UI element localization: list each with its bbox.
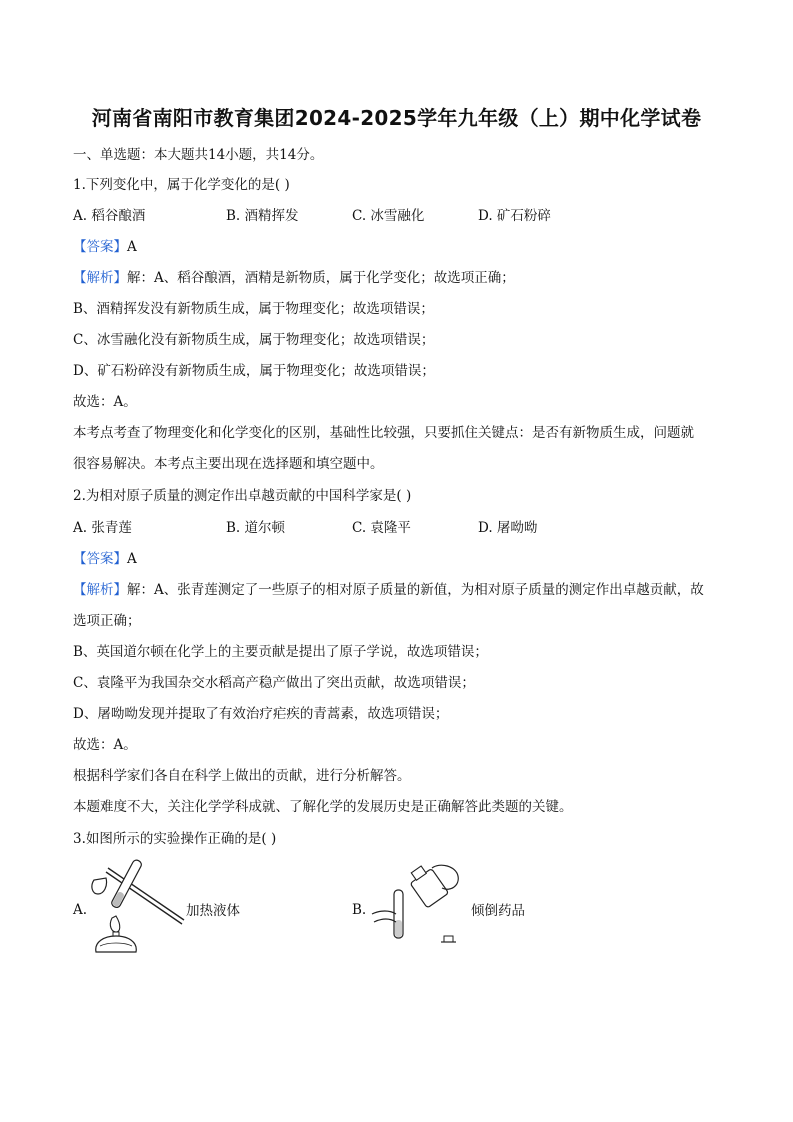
q2-analysis-line-2: 选项正确； bbox=[73, 613, 141, 629]
q1-analysis-line-1: 【解析】解：A、稻谷酿酒，酒精是新物质，属于化学变化；故选项正确； bbox=[73, 270, 515, 286]
q2-analysis-line-8: 本题难度不大，关注化学学科成就、了解化学的发展历史是正确解答此类题的关键。 bbox=[73, 799, 573, 815]
q1-stem: 1.下列变化中，属于化学变化的是( ) bbox=[73, 177, 290, 193]
heating-liquid-figure bbox=[86, 858, 186, 954]
page-title: 河南省南阳市教育集团2024-2025学年九年级（上）期中化学试卷 bbox=[91, 106, 702, 130]
q2-answer bbox=[73, 550, 137, 568]
q1-option-a: A. 稻谷酿酒 bbox=[73, 208, 146, 224]
q1-option-d: D. 矿石粉碎 bbox=[478, 208, 551, 224]
q3-option-a-caption: 加热液体 bbox=[186, 903, 240, 919]
q1-option-c: C. 冰雪融化 bbox=[352, 208, 425, 224]
q1-analysis-line-3: C、冰雪融化没有新物质生成，属于物理变化；故选项错误； bbox=[73, 332, 435, 348]
q2-option-c: C. 袁隆平 bbox=[352, 520, 411, 536]
q1-analysis-line-4: D、矿石粉碎没有新物质生成，属于物理变化；故选项错误； bbox=[73, 363, 435, 379]
q2-analysis-line-1: 【解析】解：A、张青莲测定了一些原子的相对原子质量的新值，为相对原子质量的测定作出卓越贡献，故 bbox=[73, 582, 704, 598]
answer-tag: 【答案】 bbox=[73, 551, 127, 567]
q3-option-b-letter: B. bbox=[352, 902, 367, 918]
q1-answer bbox=[73, 238, 137, 256]
analysis-tag: 【解析】 bbox=[73, 582, 127, 598]
q2-analysis-line-5: D、屠呦呦发现并提取了有效治疗疟疾的青蒿素，故选项错误； bbox=[73, 706, 449, 722]
q1-analysis-line-7: 很容易解决。本考点主要出现在选择题和填空题中。 bbox=[73, 456, 384, 472]
pouring-reagent-figure bbox=[366, 860, 466, 952]
q1-option-b: B. 酒精挥发 bbox=[226, 208, 299, 224]
q2-answer-value: A bbox=[127, 551, 137, 567]
q2-stem: 2.为相对原子质量的测定作出卓越贡献的中国科学家是( ) bbox=[73, 488, 412, 504]
q3-stem: 3.如图所示的实验操作正确的是( ) bbox=[73, 831, 277, 847]
q1-analysis-line-6: 本考点考查了物理变化和化学变化的区别，基础性比较强，只要抓住关键点：是否有新物质生成，问题就 bbox=[73, 425, 694, 441]
q2-analysis-line-6: 故选：A。 bbox=[73, 737, 137, 753]
q1-answer-value: A bbox=[127, 239, 137, 255]
q2-option-b: B. 道尔顿 bbox=[226, 520, 286, 536]
q3-option-a-letter: A. bbox=[73, 902, 88, 918]
q2-analysis-line-4: C、袁隆平为我国杂交水稻高产稳产做出了突出贡献，故选项错误； bbox=[73, 675, 475, 691]
q2-option-d: D. 屠呦呦 bbox=[478, 520, 538, 536]
q1-analysis-line-2: B、酒精挥发没有新物质生成，属于物理变化；故选项错误； bbox=[73, 301, 434, 317]
answer-tag: 【答案】 bbox=[73, 239, 127, 255]
section-heading: 一、单选题：本大题共14小题，共14分。 bbox=[73, 147, 324, 163]
analysis-tag: 【解析】 bbox=[73, 270, 127, 286]
q2-option-a: A. 张青莲 bbox=[73, 520, 132, 536]
q3-option-b-caption: 倾倒药品 bbox=[471, 903, 525, 919]
q2-analysis-line-3: B、英国道尔顿在化学上的主要贡献是提出了原子学说，故选项错误； bbox=[73, 644, 488, 660]
q2-analysis-line-7: 根据科学家们各自在科学上做出的贡献，进行分析解答。 bbox=[73, 768, 411, 784]
q1-analysis-line-5: 故选：A。 bbox=[73, 394, 137, 410]
